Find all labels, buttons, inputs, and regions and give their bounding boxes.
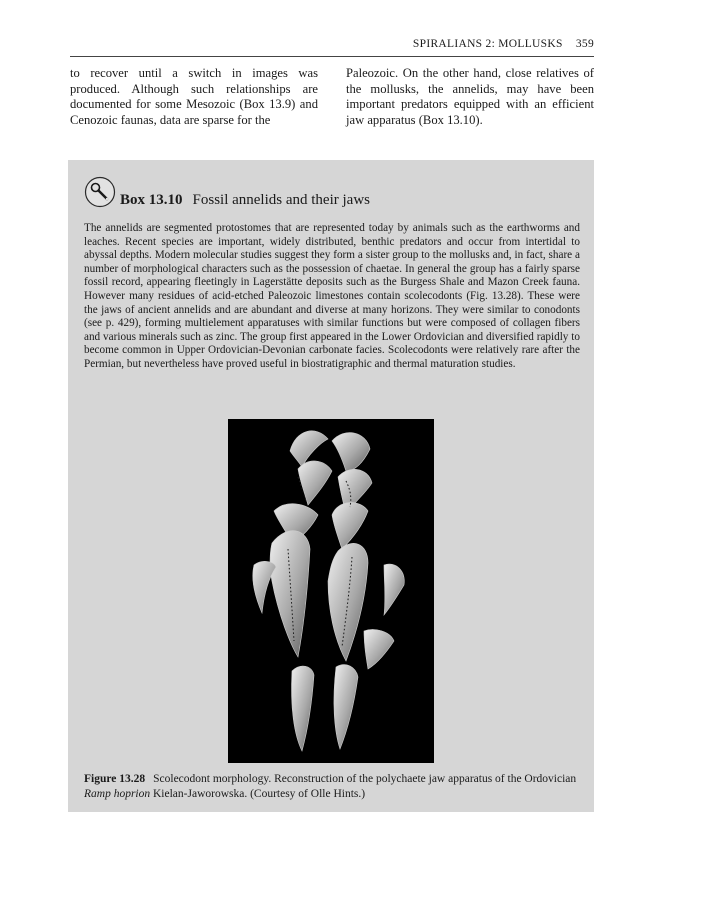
box-number: Box 13.10: [120, 192, 183, 208]
caption-text-end: Kielan-Jaworowska. (Courtesy of Olle Hints.): [153, 788, 366, 800]
running-head-title: SPIRALIANS 2: MOLLUSKS: [412, 38, 563, 50]
header-rule: [70, 56, 594, 57]
figure-label: Figure 13.28: [84, 773, 146, 785]
running-head: [70, 38, 594, 50]
caption-text-start: Scolecodont morphology. Reconstruction of the polychaete jaw apparatus of the Ordovician: [153, 773, 577, 785]
wrench-magnifier-icon: [84, 176, 116, 208]
scolecodont-figure: [228, 419, 434, 763]
left-column-paragraph: to recover until a switch in images was produced. Although such relationships are documented for some Mesozoic (Box 13.9) and Cenozoic faunas, data are sparse for the: [70, 66, 318, 127]
box-13-10: [68, 160, 594, 812]
box-body-text: The annelids are segmented protostomes that are represented today by animals such as the earthworms and leaches. Recent species are important, widely distributed, benthic predators and occur from intertidal to abyssal depths. Modern molecular studies suggest they form a sister group to the mollusks and, in fact, share a number of morphological characters such as the possession of chaetae. In general the group has a fairly sparse fossil record, appearing fleetingly in Lagerstätte deposits such as the Burgess Shale and Mazon Creek fauna. However many residues of acid-etched Paleozoic limestones contain scolecodonts (Fig. 13.28). These were the jaws of ancient annelids and are abundant and diverse at many horizons. They were similar to conodonts (see p. 429), forming multielement apparatuses with similar functions but were composed of collagen fibers and various minerals such as zinc. The group first appeared in the Lower Ordovician and diversified rapidly to become common in Upper Ordovician-Devonian carbonate facies. Scolecodonts were relatively rare after the Permian, but nevertheless have proved useful in biostratigraphic and thermal maturation studies.: [84, 222, 580, 370]
page-number: 359: [575, 38, 594, 50]
right-column-paragraph: Paleozoic. On the other hand, close relatives of the mollusks, the annelids, may have been important predators equipped with an efficient jaw apparatus (Box 13.10).: [346, 66, 594, 127]
text-column-right: [346, 66, 594, 128]
box-heading: Fossil annelids and their jaws: [192, 192, 370, 208]
figure-caption: [84, 772, 580, 802]
caption-taxon: Ramp hoprion: [84, 788, 151, 800]
box-title: [120, 192, 370, 209]
text-column-left: [70, 66, 318, 128]
